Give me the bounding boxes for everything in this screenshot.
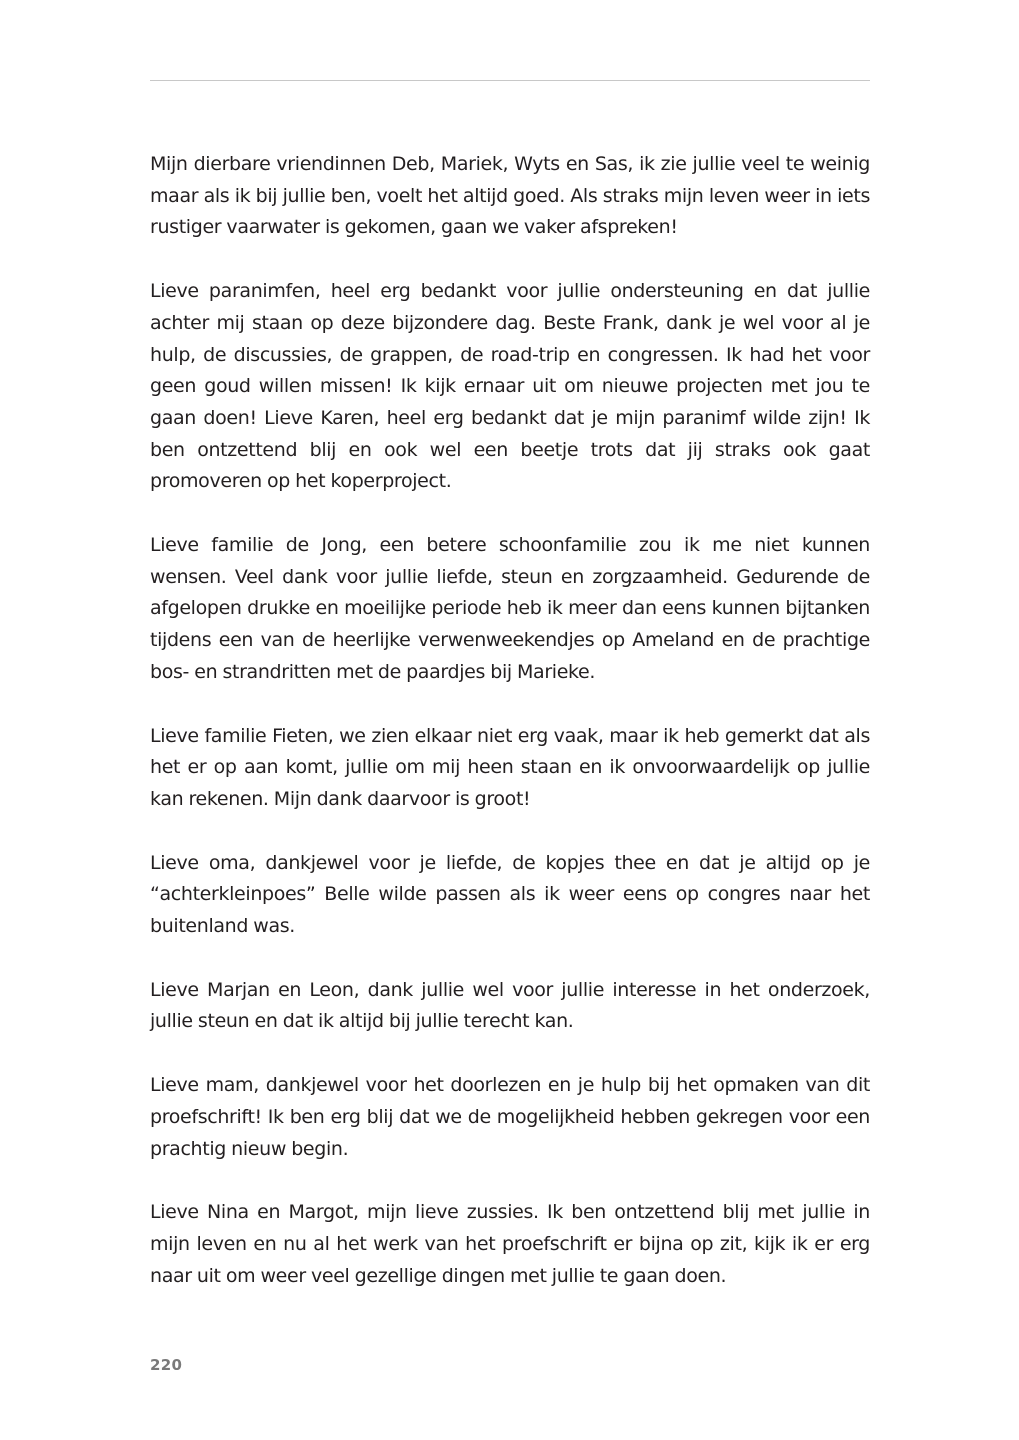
paragraph-marjan-leon: Lieve Marjan en Leon, dank jullie wel voor jullie interesse in het onderzoek, jullie steun en dat ik altijd bij jullie terecht kan. <box>150 978 870 1033</box>
paragraph-grandma: Lieve oma, dankjewel voor je liefde, de kopjes thee en dat je altijd op je “achterkleinpoes” Belle wilde passen als ik weer eens op congres naar het buitenland was. <box>150 851 870 938</box>
header-rule <box>150 80 870 81</box>
body-text <box>150 149 870 1324</box>
paragraph-mom: Lieve mam, dankjewel voor het doorlezen en je hulp bij het opmaken van dit proefschrift! Ik ben erg blij dat we de mogelijkheid hebben gekregen voor een prachtig nieuw begin. <box>150 1074 870 1160</box>
paragraph-friends: Mijn dierbare vriendinnen Deb, Mariek, Wyts en Sas, ik zie jullie veel te weinig maar als ik bij jullie ben, voelt het altijd goed. Als straks mijn leven weer in iets rustiger vaarwater is gekomen, gaan we vaker afspreken! <box>150 153 870 239</box>
page-number: 220 <box>150 1356 183 1374</box>
paragraph-family-fieten: Lieve familie Fieten, we zien elkaar niet erg vaak, maar ik heb gemerkt dat als het er op aan komt, jullie om mij heen staan en ik onvoorwaardelijk op jullie kan rekenen. Mijn dank daarvoor is groot! <box>150 724 870 810</box>
paragraph-family-de-jong: Lieve familie de Jong, een betere schoonfamilie zou ik me niet kunnen wensen. Veel dank voor jullie liefde, steun en zorgzaamheid. Gedurende de afgelopen drukke en moeilijke periode heb ik meer dan eens kunnen bijtanken tijdens een van de heerlijke verwenweekendjes op Ameland en de prachtige bos- en strandritten met de paardjes bij Marieke. <box>150 534 870 683</box>
paragraph-paranymphs: Lieve paranimfen, heel erg bedankt voor jullie ondersteuning en dat jullie achter mij staan op deze bijzondere dag. Beste Frank, dank je wel voor al je hulp, de discussies, de grappen, de road-trip en congressen. Ik had het voor geen goud willen missen! Ik kijk ernaar uit om nieuwe projecten met jou te gaan doen! Lieve Karen, heel erg bedankt dat je mijn paranimf wilde zijn! Ik ben ontzettend blij en ook wel een beetje trots dat jij straks ook gaat promoveren op het koperproject. <box>150 280 870 493</box>
paragraph-sisters: Lieve Nina en Margot, mijn lieve zussies. Ik ben ontzettend blij met jullie in mijn leven en nu al het werk van het proefschrift er bijna op zit, kijk ik er erg naar uit om weer veel gezellige dingen met jullie te gaan doen. <box>150 1201 870 1287</box>
